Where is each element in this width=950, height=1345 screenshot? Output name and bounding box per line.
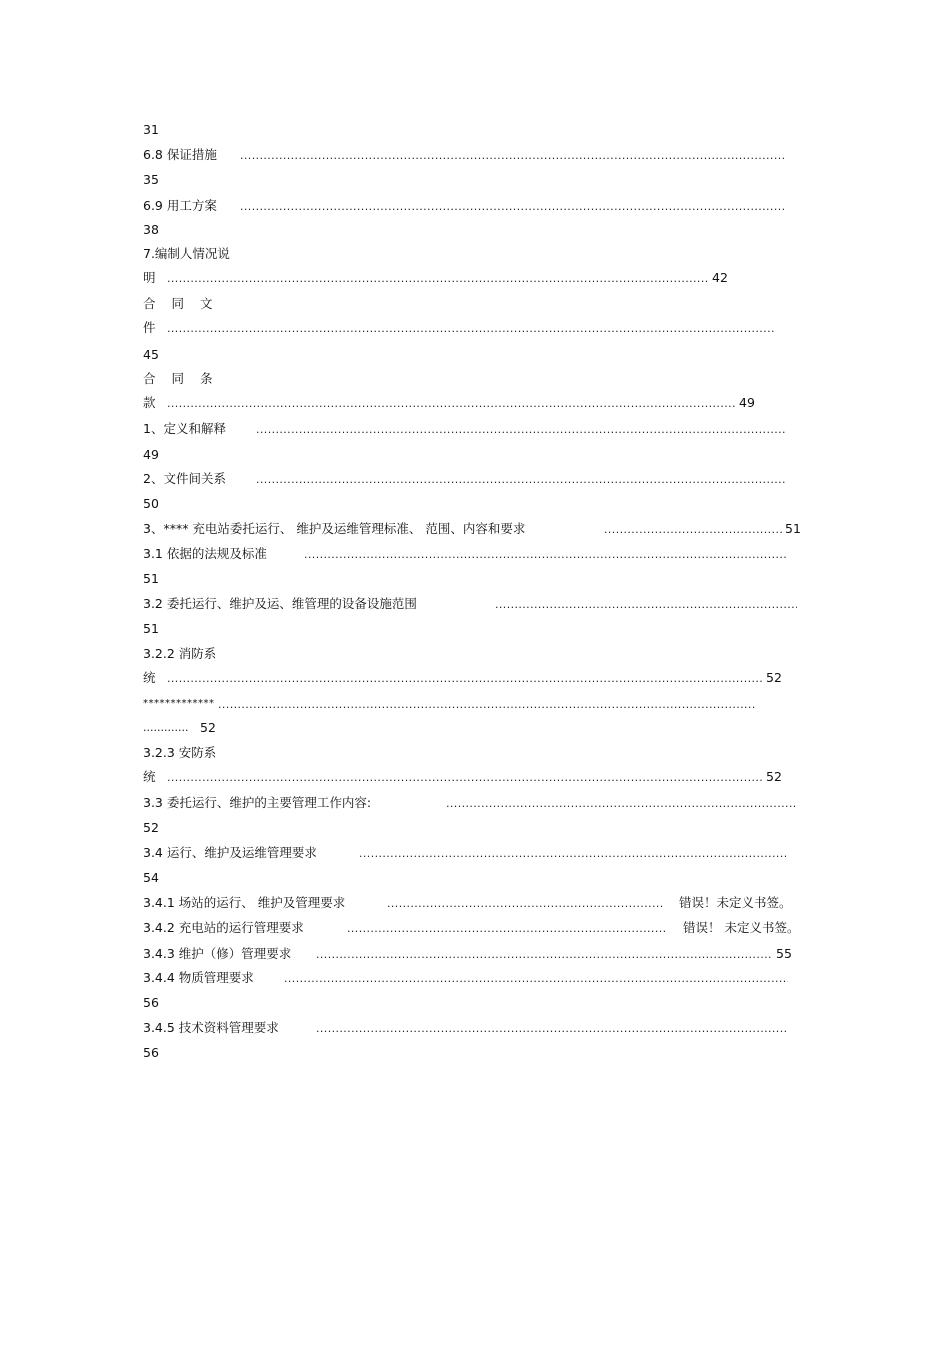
page-number: 52	[766, 670, 782, 685]
page-number: 45	[143, 347, 159, 362]
toc-entry-3-4-5[interactable]: 3.4.5 技术资料管理要求	[143, 1020, 279, 1035]
toc-entry-1[interactable]: 1、定义和解释	[143, 421, 226, 436]
dot-leader	[256, 470, 786, 490]
dot-leader	[167, 669, 762, 689]
page-number: 51	[785, 521, 801, 536]
dot-leader	[604, 520, 782, 540]
toc-entry-3-2-2-cont[interactable]: 统	[143, 670, 156, 685]
dot-leader	[218, 695, 756, 715]
page-number: 51	[143, 571, 159, 586]
dot-leader	[446, 794, 796, 814]
page-number: 35	[143, 172, 159, 187]
toc-entry-contract-documents[interactable]: 合 同 文	[143, 296, 219, 311]
page-number: 56	[143, 1045, 159, 1060]
page-number: 54	[143, 870, 159, 885]
toc-entry-3-2-3[interactable]: 3.2.3 安防系	[143, 745, 217, 760]
dot-leader	[387, 894, 663, 914]
toc-entry-3-3[interactable]: 3.3 委托运行、维护的主要管理工作内容:	[143, 795, 372, 810]
toc-entry-3-2[interactable]: 3.2 委托运行、维护及运、维管理的设备设施范围	[143, 596, 417, 611]
toc-entry-3-4-4[interactable]: 3.4.4 物质管理要求	[143, 970, 254, 985]
page-number: 52	[766, 769, 782, 784]
dot-leader	[304, 545, 788, 565]
toc-entry-3[interactable]: 3、**** 充电站委托运行、 维护及运维管理标准、 范围、内容和要求	[143, 521, 526, 536]
page-number: 51	[143, 621, 159, 636]
toc-entry-7[interactable]: 7.编制人情况说	[143, 246, 230, 261]
dot-leader	[316, 1019, 788, 1039]
dot-leader	[316, 945, 772, 965]
toc-entry-6-8[interactable]: 6.8 保证措施	[143, 147, 217, 162]
page-number: 42	[712, 270, 728, 285]
dot-leader	[167, 394, 735, 414]
page-number: 31	[143, 122, 159, 137]
toc-entry-3-4-2[interactable]: 3.4.2 充电站的运行管理要求	[143, 920, 304, 935]
toc-entry-3-4-3[interactable]: 3.4.3 维护（修）管理要求	[143, 946, 292, 961]
bookmark-error: 错误！未定义书签。	[679, 895, 792, 910]
dot-leader	[240, 197, 786, 217]
toc-entry-3-1[interactable]: 3.1 依据的法规及标准	[143, 546, 267, 561]
page-number: 38	[143, 222, 159, 237]
dot-leader-short: .............	[143, 721, 189, 734]
dot-leader	[495, 595, 797, 615]
toc-entry-2[interactable]: 2、文件间关系	[143, 471, 226, 486]
toc-entry-3-4-1[interactable]: 3.4.1 场站的运行、 维护及管理要求	[143, 895, 346, 910]
dot-leader	[284, 969, 788, 989]
toc-entry-contract-documents-cont[interactable]: 件	[143, 320, 156, 335]
toc-entry-masked[interactable]: *************	[143, 698, 215, 709]
dot-leader	[240, 146, 786, 166]
toc-entry-3-2-2[interactable]: 3.2.2 消防系	[143, 646, 217, 661]
dot-leader	[167, 768, 762, 788]
dot-leader	[256, 420, 786, 440]
dot-leader	[167, 269, 708, 289]
toc-entry-contract-terms[interactable]: 合 同 条	[143, 371, 219, 386]
page-number: 52	[143, 820, 159, 835]
page-number: 49	[143, 447, 159, 462]
page-number: 49	[739, 395, 755, 410]
toc-entry-3-4[interactable]: 3.4 运行、维护及运维管理要求	[143, 845, 317, 860]
toc-entry-contract-terms-cont[interactable]: 款	[143, 395, 156, 410]
page-number: 52	[200, 720, 216, 735]
dot-leader	[359, 844, 786, 864]
page-number: 56	[143, 995, 159, 1010]
dot-leader	[347, 919, 665, 939]
toc-entry-7-cont[interactable]: 明	[143, 270, 156, 285]
page-number: 50	[143, 496, 159, 511]
bookmark-error: 错误！ 未定义书签。	[683, 920, 800, 935]
dot-leader	[167, 319, 775, 339]
page-number: 55	[776, 946, 792, 961]
toc-entry-6-9[interactable]: 6.9 用工方案	[143, 198, 217, 213]
toc-entry-3-2-3-cont[interactable]: 统	[143, 769, 156, 784]
